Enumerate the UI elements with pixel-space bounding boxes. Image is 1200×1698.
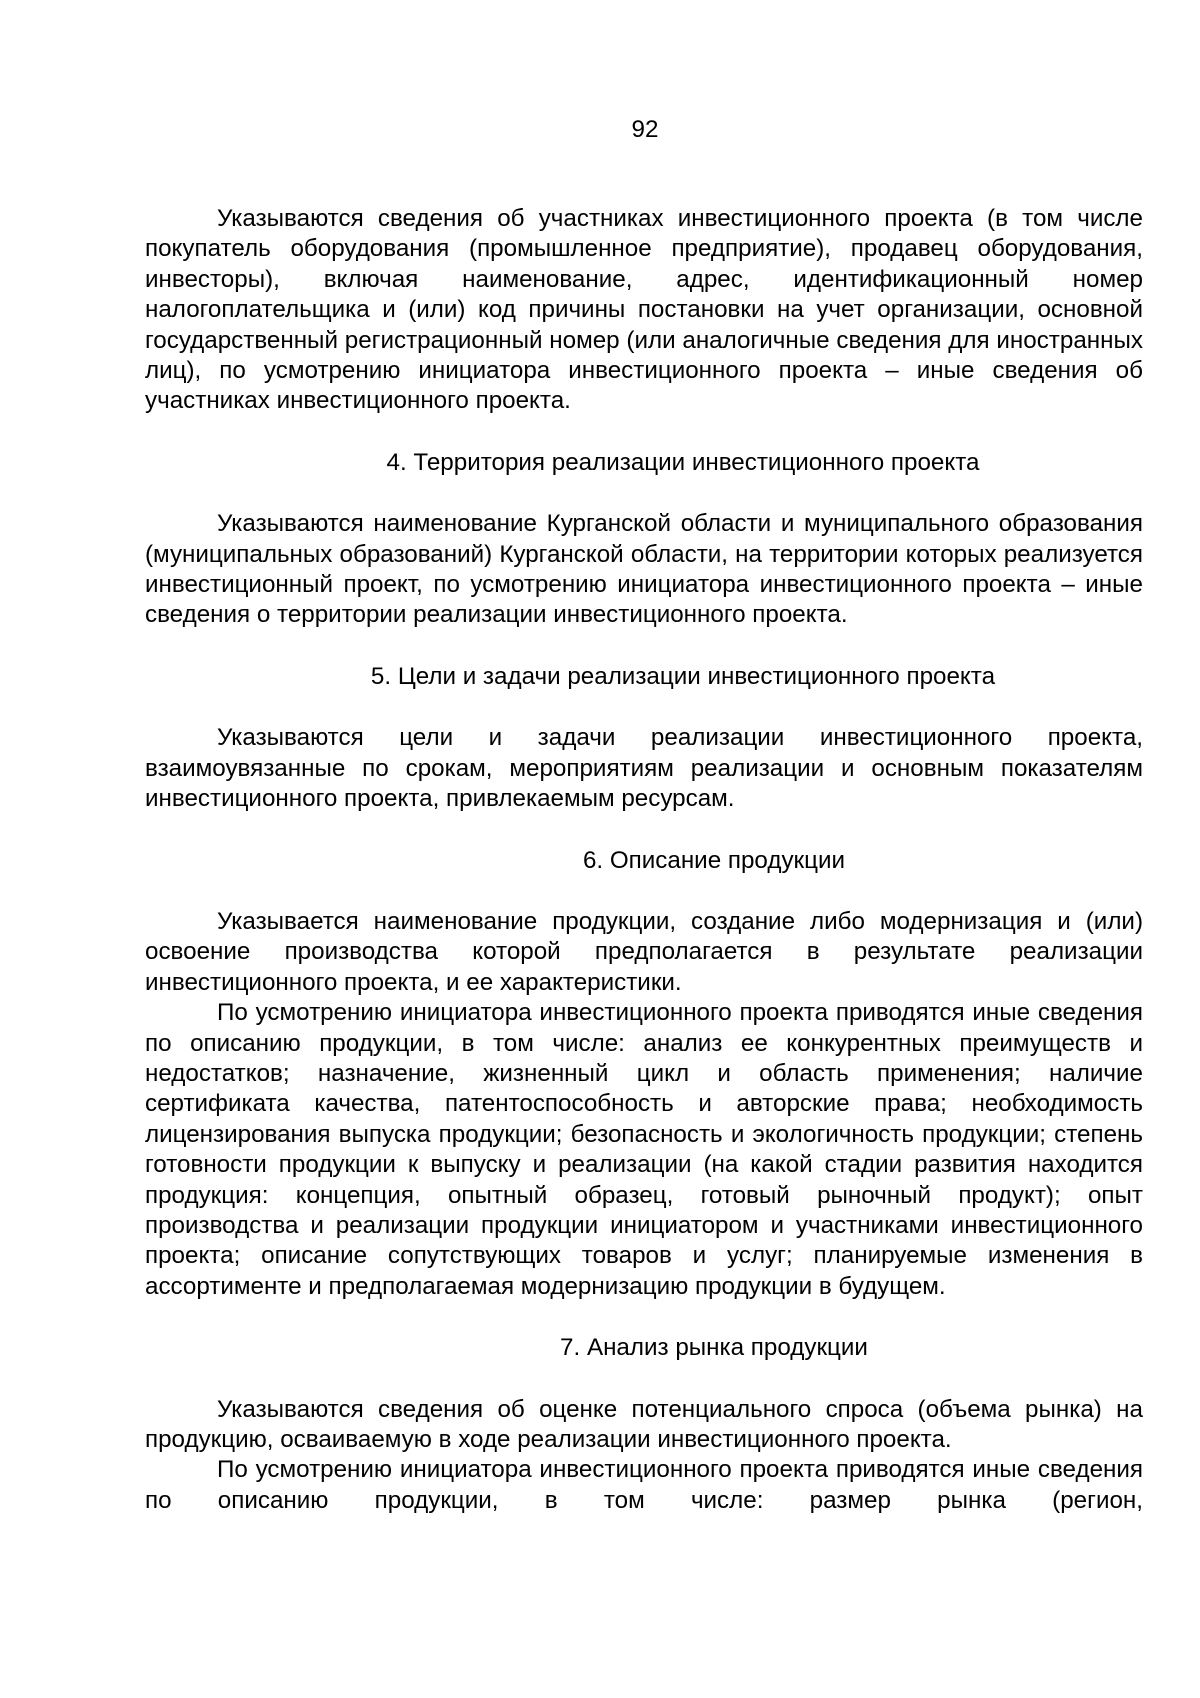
section-5-paragraph: Указываются цели и задачи реализации инвестиционного проекта, взаимоувязанные по срокам, мероприятиям реализации и основным показателям инвестиционного проекта, привлекаемым ресурсам. [145,724,1143,813]
section-4-paragraph: Указываются наименование Курганской области и муниципального образования (муниципальных образований) Курганской области, на территории которых реализуется инвестиционный проект, по усмотрению инициатора инвестиционного проекта – иные сведения о территории реализации инвестиционного проекта. [145,510,1143,629]
page-number: 92 [631,116,659,143]
section-7-paragraph-2: По усмотрению инициатора инвестиционного проекта приводятся иные сведения по описанию продукции, в том числе: размер рынка (регион, [145,1456,1143,1514]
section-6-paragraph-2: По усмотрению инициатора инвестиционного проекта приводятся иные сведения по описанию продукции, в том числе: анализ ее конкурентных преимуществ и недостатков; назначение, жизненный цикл и область применения; наличие сертификата качества, патентоспособность и авторские права; необходимость лицензирования выпуска продукции; безопасность и экологичность продукции; степень готовности продукции к выпуску и реализации (на какой стадии развития находится продукция: концепция, опытный образец, готовый рыночный продукт); опыт производства и реализации продукции инициатором и участниками инвестиционного проекта; описание сопутствующих товаров и услуг; планируемые изменения в ассортименте и предполагаемая модернизацию продукции в будущем. [145,999,1143,1300]
section-7-heading: 7. Анализ рынка продукции [560,1334,868,1362]
section-7-paragraph-1: Указываются сведения об оценке потенциального спроса (объема рынка) на продукцию, осваиваемую в ходе реализации инвестиционного проекта. [145,1395,1143,1453]
section-6-paragraph-1: Указывается наименование продукции, создание либо модернизация и (или) освоение производства которой предполагается в результате реализации инвестиционного проекта, и ее характеристики. [145,907,1143,996]
section-4-heading: 4. Территория реализации инвестиционного проекта [386,448,980,476]
intro-paragraph: Указываются сведения об участниках инвестиционного проекта (в том числе покупатель оборудования (промышленное предприятие), продавец оборудования, инвесторы), включая наименование, адрес, идентификационный номер налогоплательщика и (или) код причины постановки на учет организации, основной государственный регистрационный номер (или аналогичные сведения для иностранных лиц), по усмотрению инициатора инвестиционного проекта – иные сведения об участниках инвестиционного проекта. [145,205,1143,415]
section-5-heading: 5. Цели и задачи реализации инвестиционного проекта [370,662,996,690]
section-6-heading: 6. Описание продукции [582,846,846,874]
document-body [145,204,1143,1516]
